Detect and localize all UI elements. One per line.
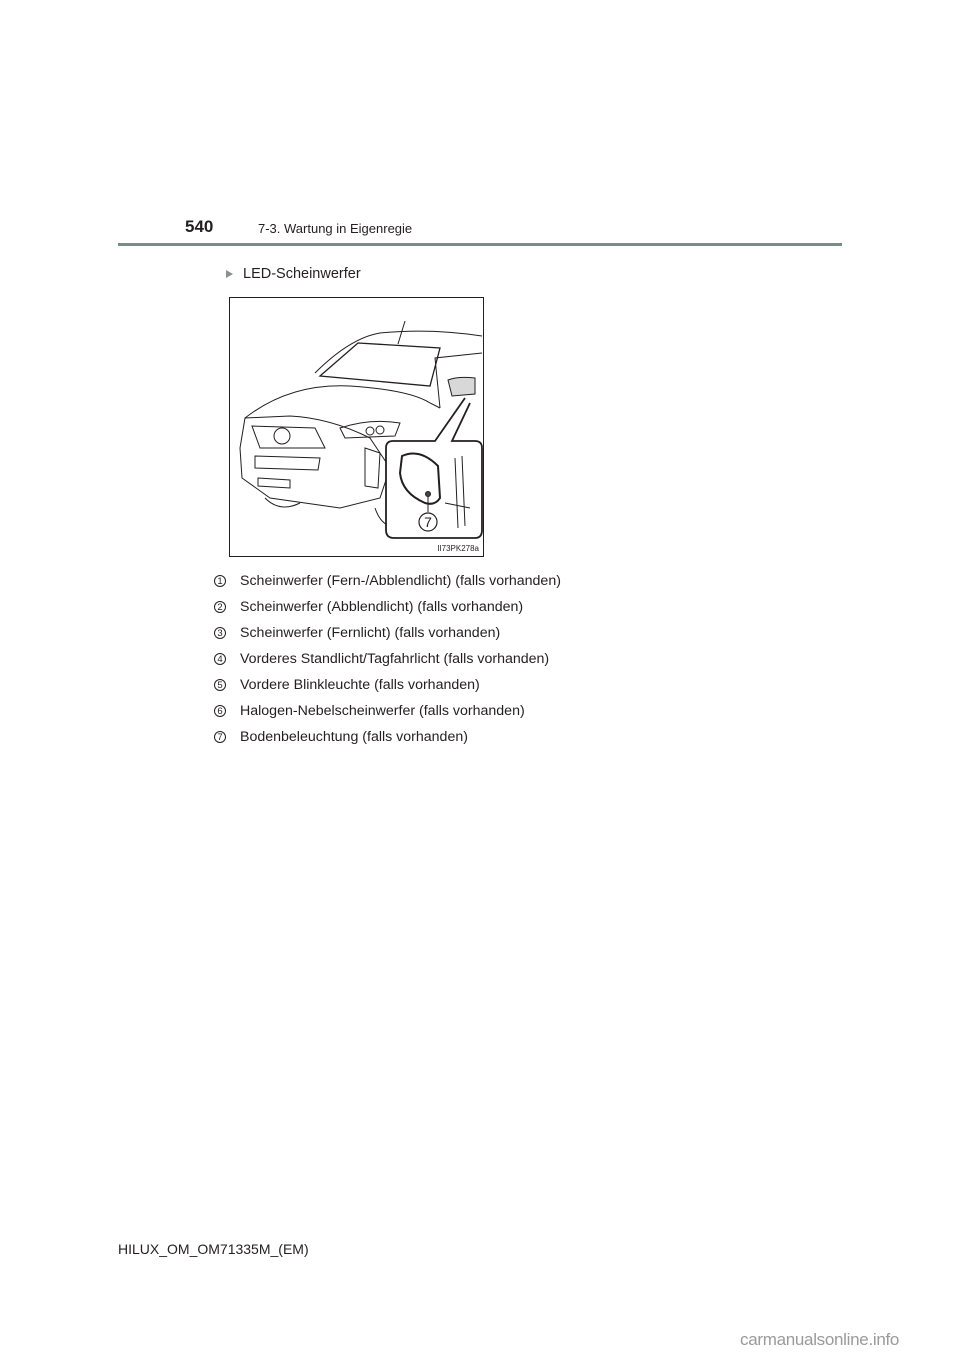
vehicle-illustration bbox=[229, 297, 484, 557]
circled-number: 4 bbox=[214, 653, 226, 665]
list-item-text: Scheinwerfer (Fern-/Abblendlicht) (falls vorhanden) bbox=[240, 573, 561, 589]
circled-number: 7 bbox=[214, 731, 226, 743]
list-item bbox=[214, 729, 468, 745]
circled-number: 1 bbox=[214, 575, 226, 587]
list-item-text: Bodenbeleuchtung (falls vorhanden) bbox=[240, 729, 468, 745]
watermark: carmanualsonline.info bbox=[740, 1330, 900, 1349]
header-rule bbox=[118, 243, 842, 246]
list-item-text: Scheinwerfer (Fernlicht) (falls vorhanden) bbox=[240, 625, 501, 641]
list-item bbox=[214, 625, 500, 641]
figure-code: II73PK278a bbox=[437, 544, 479, 553]
truck-drawing bbox=[230, 298, 483, 556]
list-item bbox=[214, 677, 480, 693]
list-item-text: Vorderes Standlicht/Tagfahrlicht (falls vorhanden) bbox=[240, 651, 550, 667]
list-item bbox=[214, 599, 523, 615]
section-title: 7-3. Wartung in Eigenregie bbox=[258, 221, 413, 236]
list-item-text: Scheinwerfer (Abblendlicht) (falls vorhanden) bbox=[240, 599, 524, 615]
circled-number: 2 bbox=[214, 601, 226, 613]
circled-number: 6 bbox=[214, 705, 226, 717]
list-item bbox=[214, 651, 549, 667]
page-number: 540 bbox=[185, 217, 214, 236]
footer-doc-id: HILUX_OM_OM71335M_(EM) bbox=[118, 1241, 309, 1257]
list-item-text: Halogen-Nebelscheinwerfer (falls vorhanden) bbox=[240, 703, 525, 719]
circled-number: 3 bbox=[214, 627, 226, 639]
sub-heading bbox=[226, 266, 361, 282]
list-item-text: Vordere Blinkleuchte (falls vorhanden) bbox=[240, 677, 480, 693]
circled-number: 5 bbox=[214, 679, 226, 691]
list-item bbox=[214, 573, 561, 589]
list-item bbox=[214, 703, 525, 719]
sub-heading-text: LED-Scheinwerfer bbox=[243, 266, 361, 282]
callout-7: 7 bbox=[424, 514, 432, 530]
triangle-bullet-icon bbox=[226, 270, 233, 278]
